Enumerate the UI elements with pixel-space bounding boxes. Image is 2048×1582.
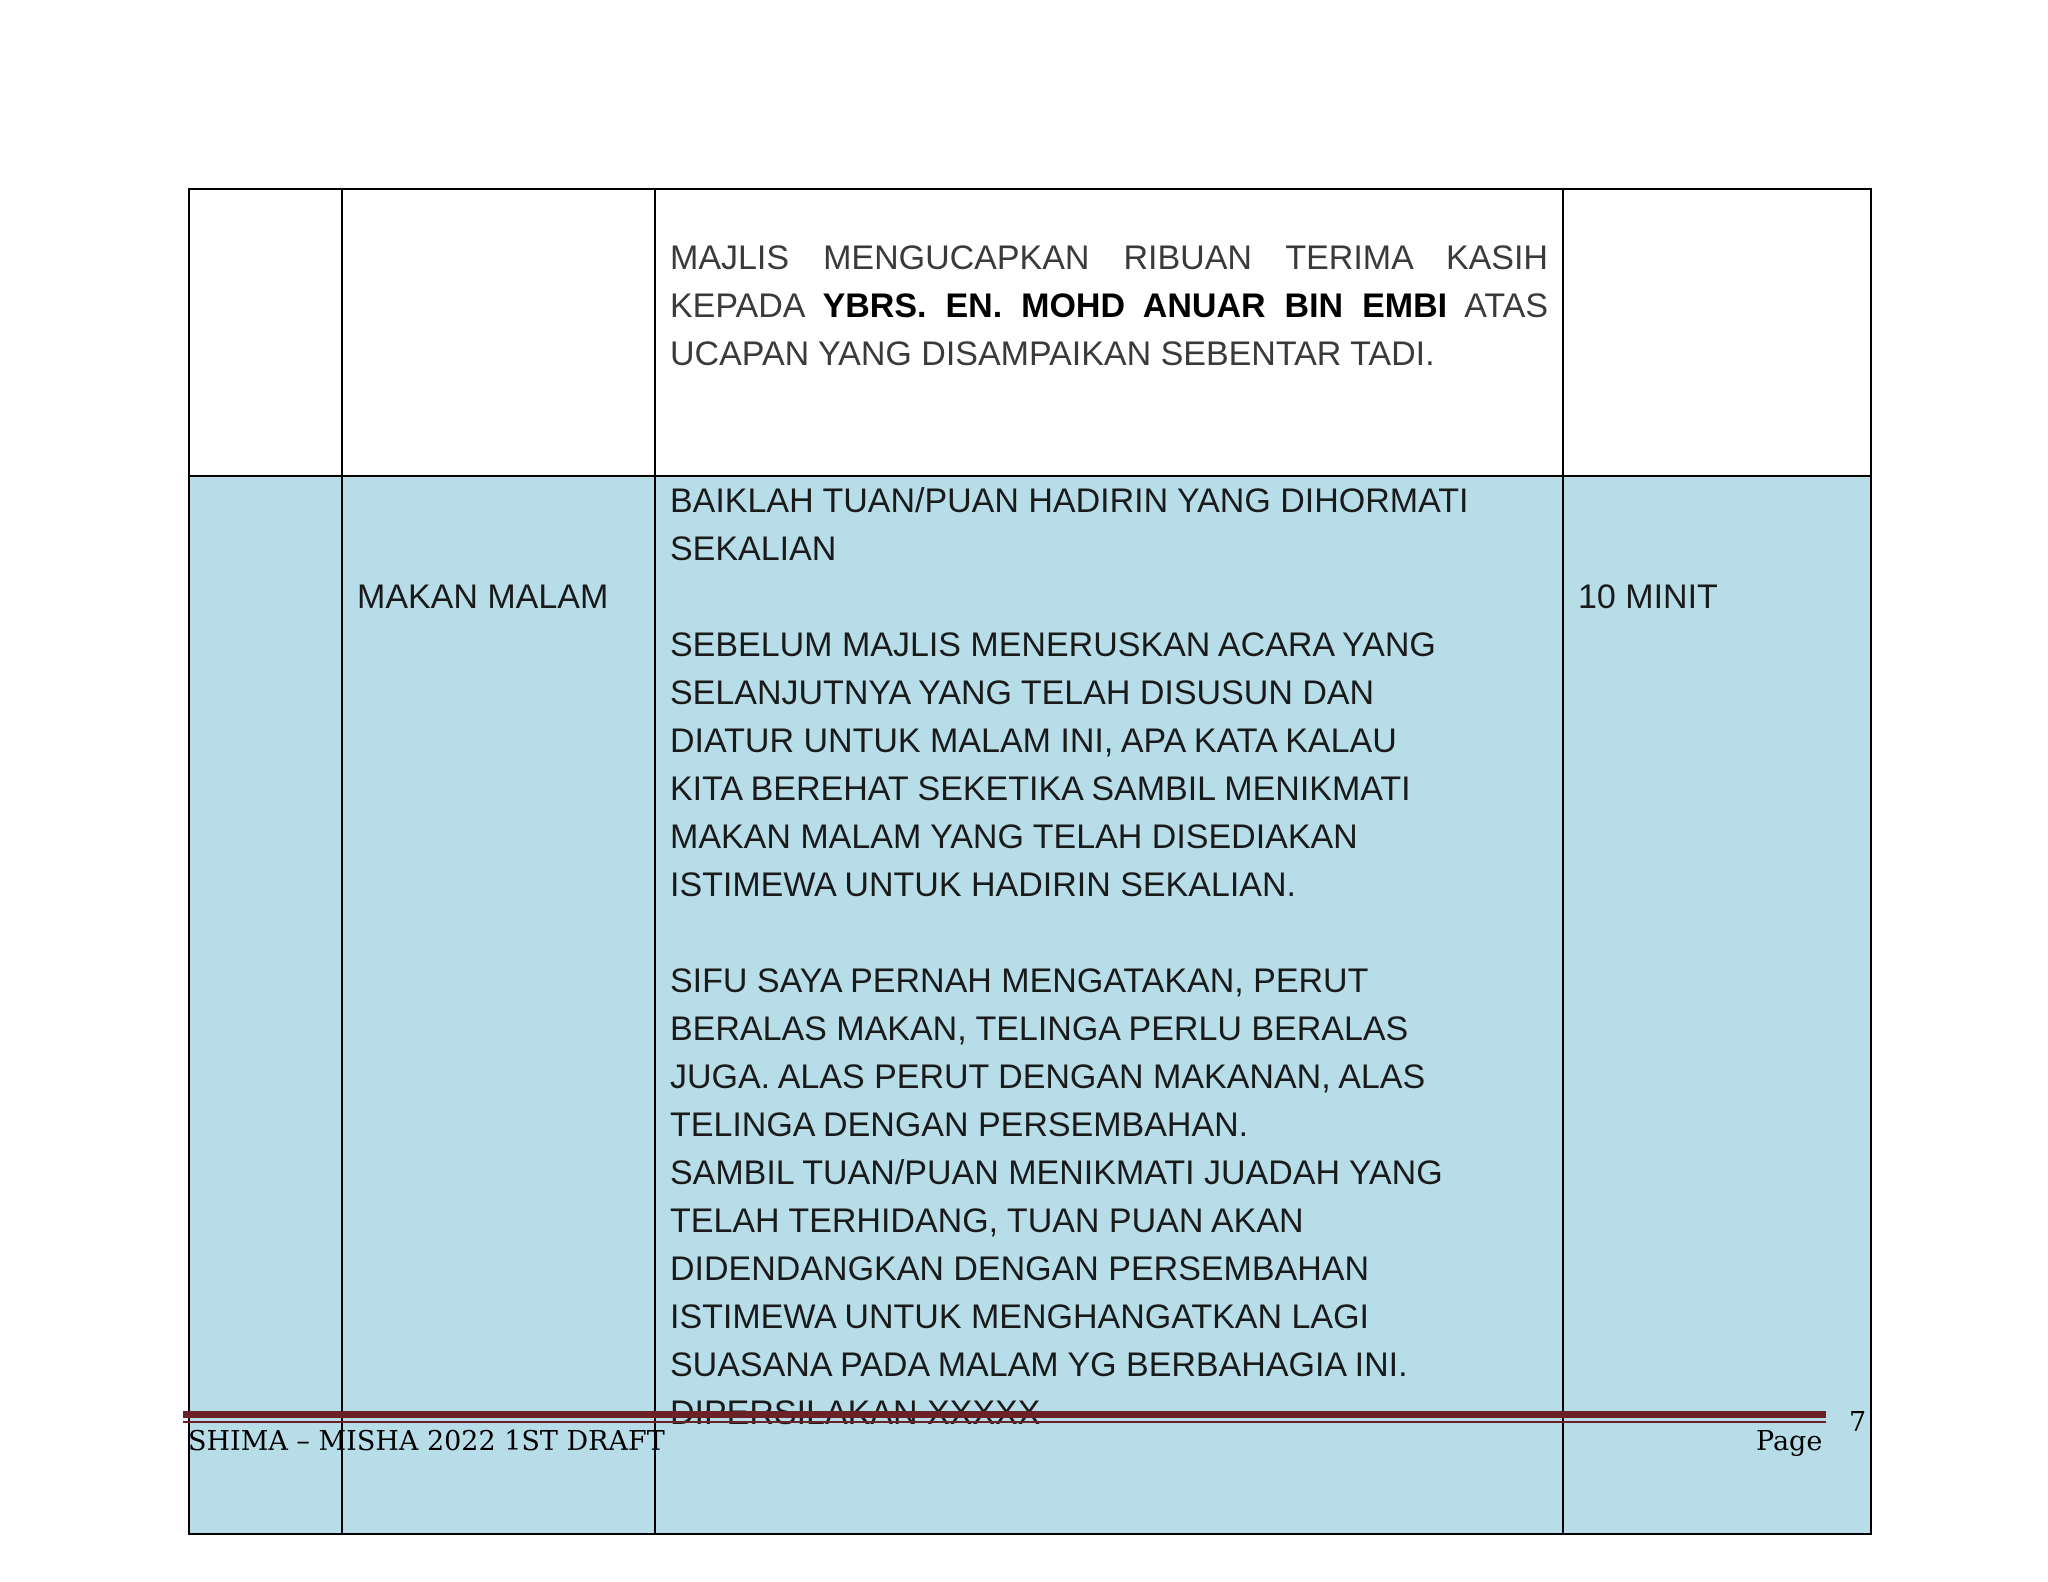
paragraph-gap [670, 573, 1548, 621]
script-line: BAIKLAH TUAN/PUAN HADIRIN YANG DIHORMATI [670, 482, 1469, 520]
script-line: SIFU SAYA PERNAH MENGATAKAN, PERUT [670, 962, 1369, 1000]
script-line: DIATUR UNTUK MALAM INI, APA KATA KALAU [670, 722, 1397, 760]
table-cell-script [655, 476, 1563, 1534]
script-line: SEKALIAN [670, 530, 837, 568]
script-line: DIDENDANGKAN DENGAN PERSEMBAHAN [670, 1250, 1370, 1288]
footer-page-number: 7 [1849, 1407, 1867, 1438]
script-line: SELANJUTNYA YANG TELAH DISUSUN DAN [670, 674, 1375, 712]
table-cell-duration [1563, 189, 1871, 476]
script-line: MAJLIS MENGUCAPKAN RIBUAN TERIMA KASIH [670, 239, 1548, 277]
footer-rule-thin [183, 1421, 1826, 1423]
script-line: ISTIMEWA UNTUK HADIRIN SEKALIAN. [670, 866, 1296, 904]
script-line: SUASANA PADA MALAM YG BERBAHAGIA INI. [670, 1346, 1408, 1384]
script-line: SAMBIL TUAN/PUAN MENIKMATI JUADAH YANG [670, 1154, 1443, 1192]
footer-rule [183, 1411, 1826, 1418]
script-line: TELINGA DENGAN PERSEMBAHAN. [670, 1106, 1249, 1144]
script-line: TELAH TERHIDANG, TUAN PUAN AKAN [670, 1202, 1304, 1240]
script-line: MAKAN MALAM YANG TELAH DISEDIAKAN [670, 818, 1358, 856]
script-line: BERALAS MAKAN, TELINGA PERLU BERALAS [670, 1010, 1409, 1048]
script-line: ISTIMEWA UNTUK MENGHANGATKAN LAGI [670, 1298, 1369, 1336]
footer-page-label: Page [1756, 1426, 1823, 1457]
script-line: JUGA. ALAS PERUT DENGAN MAKANAN, ALAS [670, 1058, 1426, 1096]
table-row [189, 189, 1871, 476]
table-cell-number [189, 476, 342, 1534]
script-text: KEPADA [670, 287, 823, 325]
script-line: KITA BEREHAT SEKETIKA SAMBIL MENIKMATI [670, 770, 1411, 808]
paragraph-gap [670, 909, 1548, 957]
script-text: ATAS [1447, 287, 1548, 325]
event-script-table [188, 188, 1872, 1535]
table-cell-duration: 10 MINIT [1563, 476, 1871, 1534]
script-line [670, 282, 1548, 330]
script-line: SEBELUM MAJLIS MENERUSKAN ACARA YANG [670, 626, 1436, 664]
script-lines [670, 477, 1548, 1437]
honoree-name: YBRS. EN. MOHD ANUAR BIN EMBI [822, 287, 1448, 325]
table-cell-script [655, 189, 1563, 476]
table-cell-event: MAKAN MALAM [342, 476, 655, 1534]
table-row [189, 476, 1871, 1534]
footer-document-title: SHIMA – MISHA 2022 1ST DRAFT [188, 1426, 665, 1457]
script-line: UCAPAN YANG DISAMPAIKAN SEBENTAR TADI. [670, 335, 1435, 373]
table-cell-number [189, 189, 342, 476]
table-cell-event [342, 189, 655, 476]
